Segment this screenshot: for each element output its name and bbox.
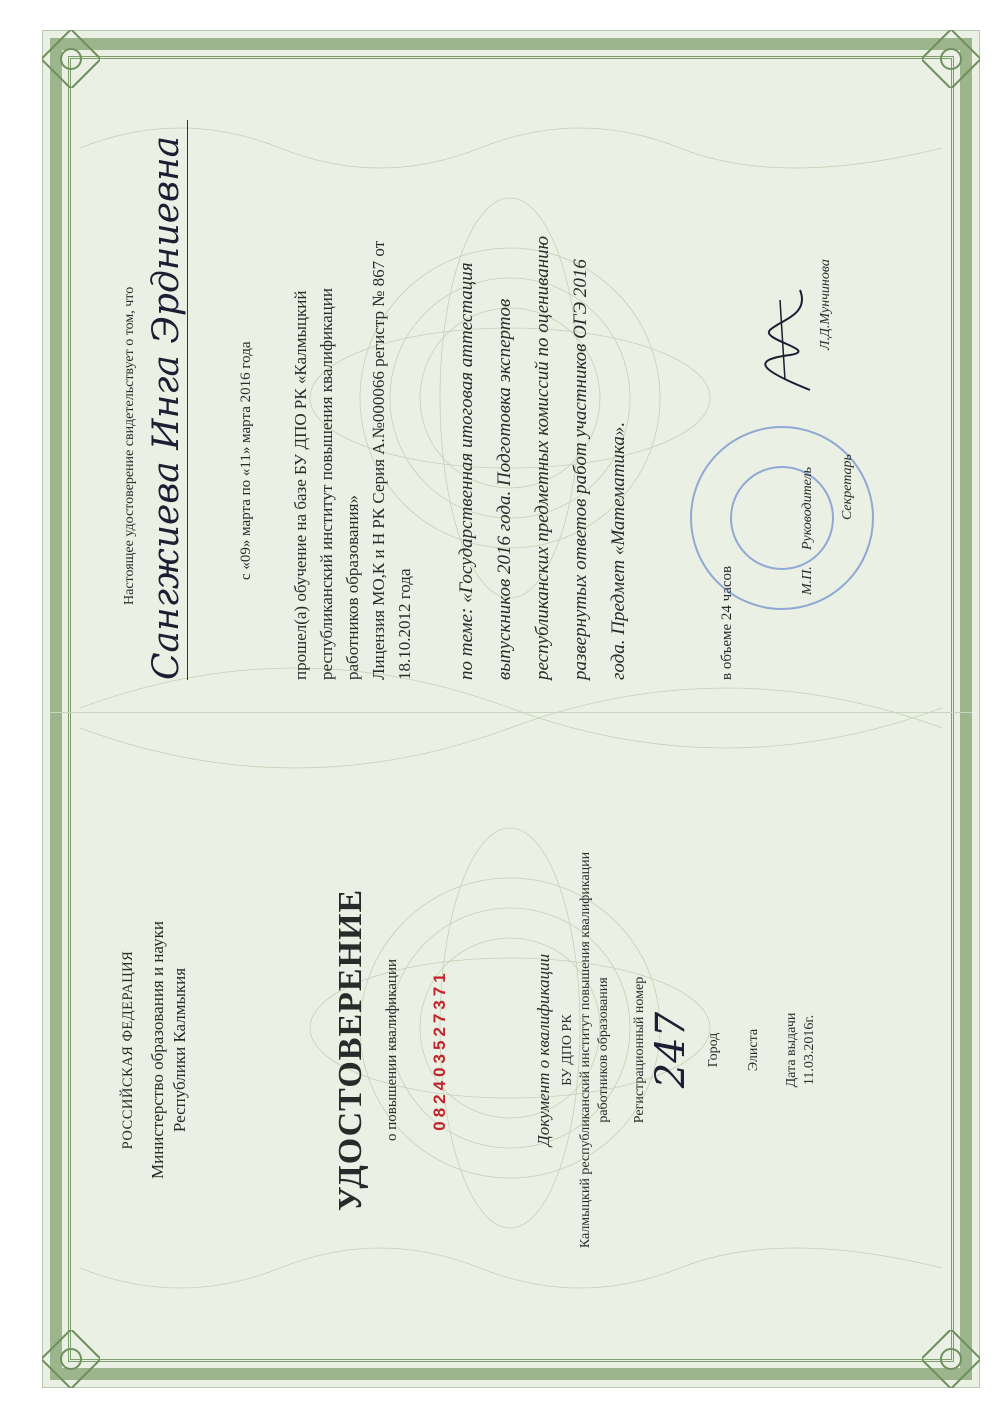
holder-name: Сангжиева Инга Эрдниевна bbox=[146, 120, 188, 680]
content-page bbox=[100, 50, 860, 690]
org-full-line-1: Калмыцкий республиканский институт повышения квалификации bbox=[578, 851, 593, 1249]
corner-ornament-top-left bbox=[42, 30, 100, 88]
reg-number-label: Регистрационный номер bbox=[632, 976, 647, 1124]
ministry-line-2: Республики Калмыкия bbox=[170, 967, 189, 1133]
head-name: Л.Д.Мунчинова bbox=[818, 259, 833, 350]
stamp-label: М.П. bbox=[800, 566, 815, 595]
issue-date-label: Дата выдачи bbox=[784, 1012, 799, 1088]
certificate-subtitle: о повышении квалификации bbox=[384, 959, 400, 1141]
corner-ornament-top-right bbox=[922, 30, 980, 88]
issue-date: 11.03.2016г. bbox=[802, 1014, 817, 1086]
theme-line-4: развернутых ответов работ участников ОГЭ 2016 bbox=[570, 259, 591, 680]
body-line-5: 18.10.2012 года bbox=[395, 568, 414, 680]
fold-line bbox=[50, 712, 972, 713]
head-label: Руководитель bbox=[800, 466, 815, 550]
theme-line-1: по теме: «Государственная итоговая аттестация bbox=[456, 262, 477, 680]
cover-page bbox=[100, 750, 860, 1350]
serial-number: 082403527371 bbox=[430, 969, 449, 1131]
org-full-line-2: работников образования bbox=[596, 977, 611, 1123]
corner-ornament-bottom-left bbox=[42, 1330, 100, 1388]
city-label: Город bbox=[706, 1032, 721, 1068]
secretary-label: Секретарь bbox=[840, 454, 855, 520]
ministry-line-1: Министерство образования и науки bbox=[148, 921, 167, 1179]
corner-ornament-bottom-right bbox=[922, 1330, 980, 1388]
body-line-2: республиканский институт повышения квалификации bbox=[317, 288, 336, 680]
document-label: Документ о квалификации bbox=[534, 953, 553, 1147]
theme-line-5: года. Предмет «Математика». bbox=[608, 421, 629, 680]
body-line-3: работников образования» bbox=[343, 495, 362, 680]
org-short: БУ ДПО РК bbox=[560, 1014, 575, 1086]
reg-number: 247 bbox=[648, 1011, 694, 1089]
theme-line-2: выпускников 2016 года. Подготовка экспертов bbox=[494, 298, 515, 680]
country-name: РОССИЙСКАЯ ФЕДЕРАЦИЯ bbox=[120, 950, 136, 1150]
city: Элиста bbox=[746, 1028, 761, 1072]
body-line-4: Лицензия МО,К и Н РК Серия А.№000066 регистр № 867 от bbox=[369, 240, 388, 680]
training-period: с «09» марта по «11» марта 2016 года bbox=[238, 341, 254, 580]
intro-text: Настоящее удостоверение свидетельствует о том, что bbox=[122, 286, 137, 605]
certificate-title: УДОСТОВЕРЕНИЕ bbox=[332, 888, 369, 1212]
theme-line-3: республиканских предметных комиссий по оцениванию bbox=[532, 235, 553, 680]
stamp-inner-ring bbox=[730, 466, 834, 570]
body-line-1: прошел(а) обучение на базе БУ ДПО РК «Калмыцкий bbox=[291, 290, 310, 680]
signature bbox=[740, 280, 830, 400]
hours: в объеме 24 часов bbox=[719, 565, 735, 680]
